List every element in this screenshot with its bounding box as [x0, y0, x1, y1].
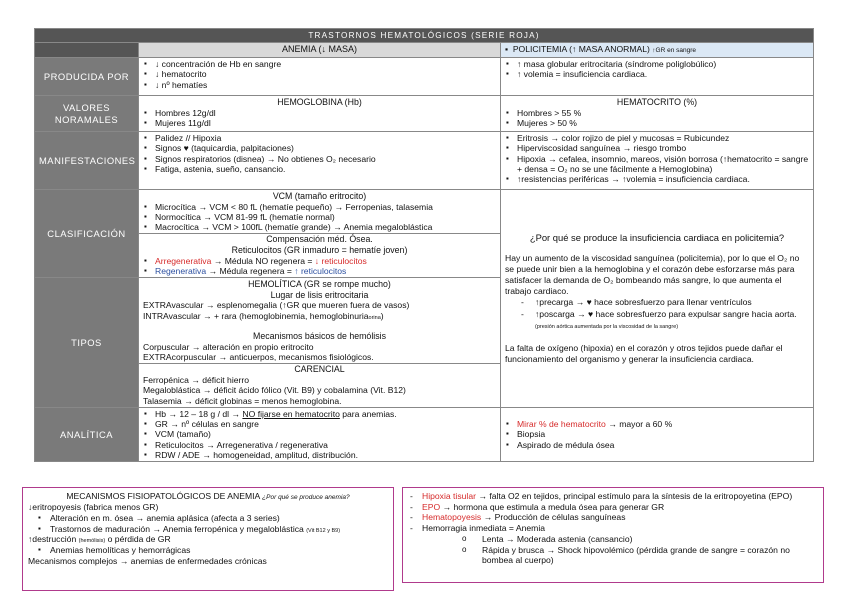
list-item: ▪ Macrocítica → VCM > 100fL (hematíe grande) → Anemia megaloblástica [143, 222, 496, 232]
list-item: ▪ Fatiga, astenia, sueño, cansancio. [143, 164, 496, 174]
section-divider [139, 363, 500, 405]
list-item: o Rápida y brusca → Shock hipovolémico (pérdida grande de sangre = corazón no bombea al cuerpo) [462, 545, 818, 566]
list-item: ▪ Alteración en m. ósea → anemia aplásica (afecta a 3 series) [28, 513, 388, 524]
list-item: ▪ Microcítica → VCM < 80 fL (hematíe pequeño) → Ferropenias, talasemia [143, 202, 496, 212]
list-item: - EPO → hormona que estimula a medula ósea para generar GR [408, 502, 818, 513]
list-item: o Lenta → Moderada astenia (cansancio) [462, 534, 818, 545]
list-item: ▪ Hiperviscosidad sanguínea → riesgo trombo [505, 143, 809, 153]
list-item: ▪ Reticulocitos → Arregenerativa / regenerativa [143, 440, 496, 450]
list-item: - Hipoxia tisular → falta O2 en tejidos, principal estímulo para la síntesis de la eritropoyetina (EPO) [408, 491, 818, 502]
hemoglobina-title: HEMOGLOBINA (Hb) [277, 97, 362, 107]
list-item: ▪ ↑resistencias periféricas → ↑volemia = insuficiencia cardiaca. [505, 174, 809, 184]
valores-policitemia [501, 96, 814, 132]
list-item: ▪ Anemias hemolíticas y hemorrágicas [28, 545, 388, 556]
row-label-analitica: ANALÍTICA [35, 407, 139, 462]
mecanismos-title: Mecanismos básicos de hemólisis [253, 331, 386, 342]
row-label-manifestaciones: MANIFESTACIONES [35, 132, 139, 190]
text-line: Ferropénica → déficit hierro [143, 374, 250, 385]
list-item: ▪ Hipoxia → cefalea, insomnio, mareos, visión borrosa (↑hematocrito = sangre + densa = O₂ no se une fácilmente a Hemoglobina) [505, 154, 809, 175]
list-item-arregenerativa: ▪ Arregenerativa → Médula NO regenera = ↓ reticulocitos [143, 256, 496, 266]
mecanismos-box [22, 487, 394, 591]
tipos-anemia [139, 278, 501, 408]
text-line: Megaloblástica → déficit ácido fólico (Vit. B9) y cobalamina (Vit. B12) [143, 385, 406, 396]
list-item: - ↑poscarga → ♥ hace sobresfuerzo para expulsar sangre hacia aorta. (presión aórtica aumentada por la viscosidad de la sangre) [521, 309, 809, 331]
policitemia-header: ▪ POLICITEMIA (↑ MASA ANORMAL) ↑GR en sangre [501, 43, 814, 58]
manifestaciones-policitemia [501, 132, 814, 190]
mecanismos-title: MECANISMOS FISIOPATOLÓGICOS DE ANEMIA ¿Por qué se produce anemia? [66, 491, 350, 501]
list-item: ▪ Hombres 12g/dl [143, 108, 496, 118]
list-item: ▪ Biopsia [505, 429, 809, 439]
row-label-producida: PRODUCIDA POR [35, 58, 139, 96]
list-item: ▪ ↓ nº hematíes [143, 80, 496, 90]
list-item: ▪ RDW / ADE → homogeneidad, amplitud, distribución. [143, 450, 496, 460]
row-label-clasificacion: CLASIFICACIÓN [35, 190, 139, 278]
list-item: - ↑precarga → ♥ hace sobresfuerzo para llenar ventrículos [521, 297, 809, 308]
list-item: ▪ Normocítica → VCM 81-99 fL (hematíe normal) [143, 212, 496, 222]
producida-policitemia [501, 58, 814, 96]
text-line: Talasemia → déficit globinas = menos hemoglobina. [143, 395, 342, 406]
list-item: ▪ Signos respiratorios (disnea) → No obtienes O₂ necesario [143, 154, 496, 164]
policitemia-info [501, 190, 814, 408]
hemolitica-title: HEMOLÍTICA (GR se rompe mucho) [248, 279, 391, 290]
anemia-header: ANEMIA (↓ MASA) [139, 43, 501, 58]
manifestaciones-anemia [139, 132, 501, 190]
list-item: ▪ ↓ hematocrito [143, 69, 496, 79]
list-item: ▪ VCM (tamaño) [143, 429, 496, 439]
list-item: ▪ GR → nº células en sangre [143, 419, 496, 429]
info-paragraph: Hay un aumento de la viscosidad sanguínea (policitemia), por lo que el O₂ no se puede unir bien a la hemoglobina y el corazón debe esforzarse más para satisfacer la demanda de O₂ bombeando más sangre, lo que aumenta el trabajo cardiaco. [505, 252, 800, 297]
list-item: ▪ Hombres > 55 % [505, 108, 809, 118]
hematology-table [34, 28, 814, 462]
compensacion-title: Compensación méd. Ósea. [266, 234, 373, 245]
analitica-policitemia [501, 407, 814, 462]
list-item: - Hemorragia inmediata = Anemia o Lenta → Moderada astenia (cansancio) o Rápida y brusca → Shock hipovolémico (pérdida grande de sangre = corazón no bombea al cuerpo) [408, 523, 818, 566]
list-item: ▪ Hb → 12 – 18 g / dl → NO fijarse en hematocrito para anemias. [143, 409, 496, 419]
text-line: Mecanismos complejos → anemias de enfermedades crónicas [28, 556, 267, 567]
producida-anemia [139, 58, 501, 96]
list-item: - Hematopoyesis → Producción de células sanguíneas [408, 512, 818, 523]
list-item: ▪ Palidez // Hipoxia [143, 133, 496, 143]
list-item: ▪ ↓ concentración de Hb en sangre [143, 59, 496, 69]
clasificacion-anemia [139, 190, 501, 278]
text-line: Corpuscular → alteración en propio eritrocito [143, 341, 314, 352]
info-question: ¿Por qué se produce la insuficiencia cardiaca en policitemia? [529, 231, 785, 243]
list-item: ▪ Eritrosis → color rojizo de piel y mucosas = Rubicundez [505, 133, 809, 143]
vcm-title: VCM (tamaño eritrocito) [272, 191, 367, 201]
list-item: ▪ ↑ volemia = insuficiencia cardiaca. [505, 69, 809, 79]
text-line: EXTRAvascular → esplenomegalia (↑GR que mueren fuera de vasos) [143, 300, 410, 311]
list-item: ▪ Mujeres 11g/dl [143, 118, 496, 128]
text-line: INTRAvascular → + rara (hemoglobinemia, hemoglobinuriaorina) [143, 310, 384, 321]
hematocrito-title: HEMATOCRITO (%) [616, 97, 698, 107]
text-line: EXTRAcorpuscular → anticuerpos, mecanismos fisiológicos. [143, 352, 374, 363]
table-title: TRASTORNOS HEMATOLÓGICOS (SERIE ROJA) [35, 29, 814, 43]
text-line: ↑destrucción (hemólisis) o pérdida de GR [28, 534, 171, 545]
info-paragraph: La falta de oxígeno (hipoxia) en el corazón y otros tejidos puede dañar el funcionamiento del organismo y generar la insuficiencia cardiaca. [505, 343, 783, 365]
list-item: ▪ ↑ masa globular eritrocitaria (síndrome poliglobúlico) [505, 59, 809, 69]
estimulos-box [402, 487, 824, 583]
lugar-title: Lugar de lisis eritrocitaria [270, 289, 369, 300]
reticulocitos-subtitle: Reticulocitos (GR inmaduro = hematíe joven) [231, 245, 408, 256]
carencial-title: CARENCIAL [294, 364, 345, 375]
valores-anemia [139, 96, 501, 132]
list-item: ▪ Aspirado de médula ósea [505, 440, 809, 450]
list-item: ▪ Trastornos de maduración → Anemia ferropénica y megaloblástica (Vit B12 y B9) [28, 524, 388, 535]
list-item: ▪ Mujeres > 50 % [505, 118, 809, 128]
list-item: ▪ Signos ♥ (taquicardia, palpitaciones) [143, 143, 496, 153]
list-item-regenerativa: ▪ Regenerativa → Médula regenera = ↑ reticulocitos [143, 266, 496, 276]
analitica-anemia [139, 407, 501, 462]
section-divider [139, 233, 500, 276]
row-label-valores: VALORES NORAMALES [35, 96, 139, 132]
corner-cell [35, 43, 139, 58]
row-label-tipos: TIPOS [35, 278, 139, 408]
list-item: ▪ Mirar % de hematocrito → mayor a 60 % [505, 419, 809, 429]
text-line: ↓eritropoyesis (fabrica menos GR) [28, 502, 159, 513]
